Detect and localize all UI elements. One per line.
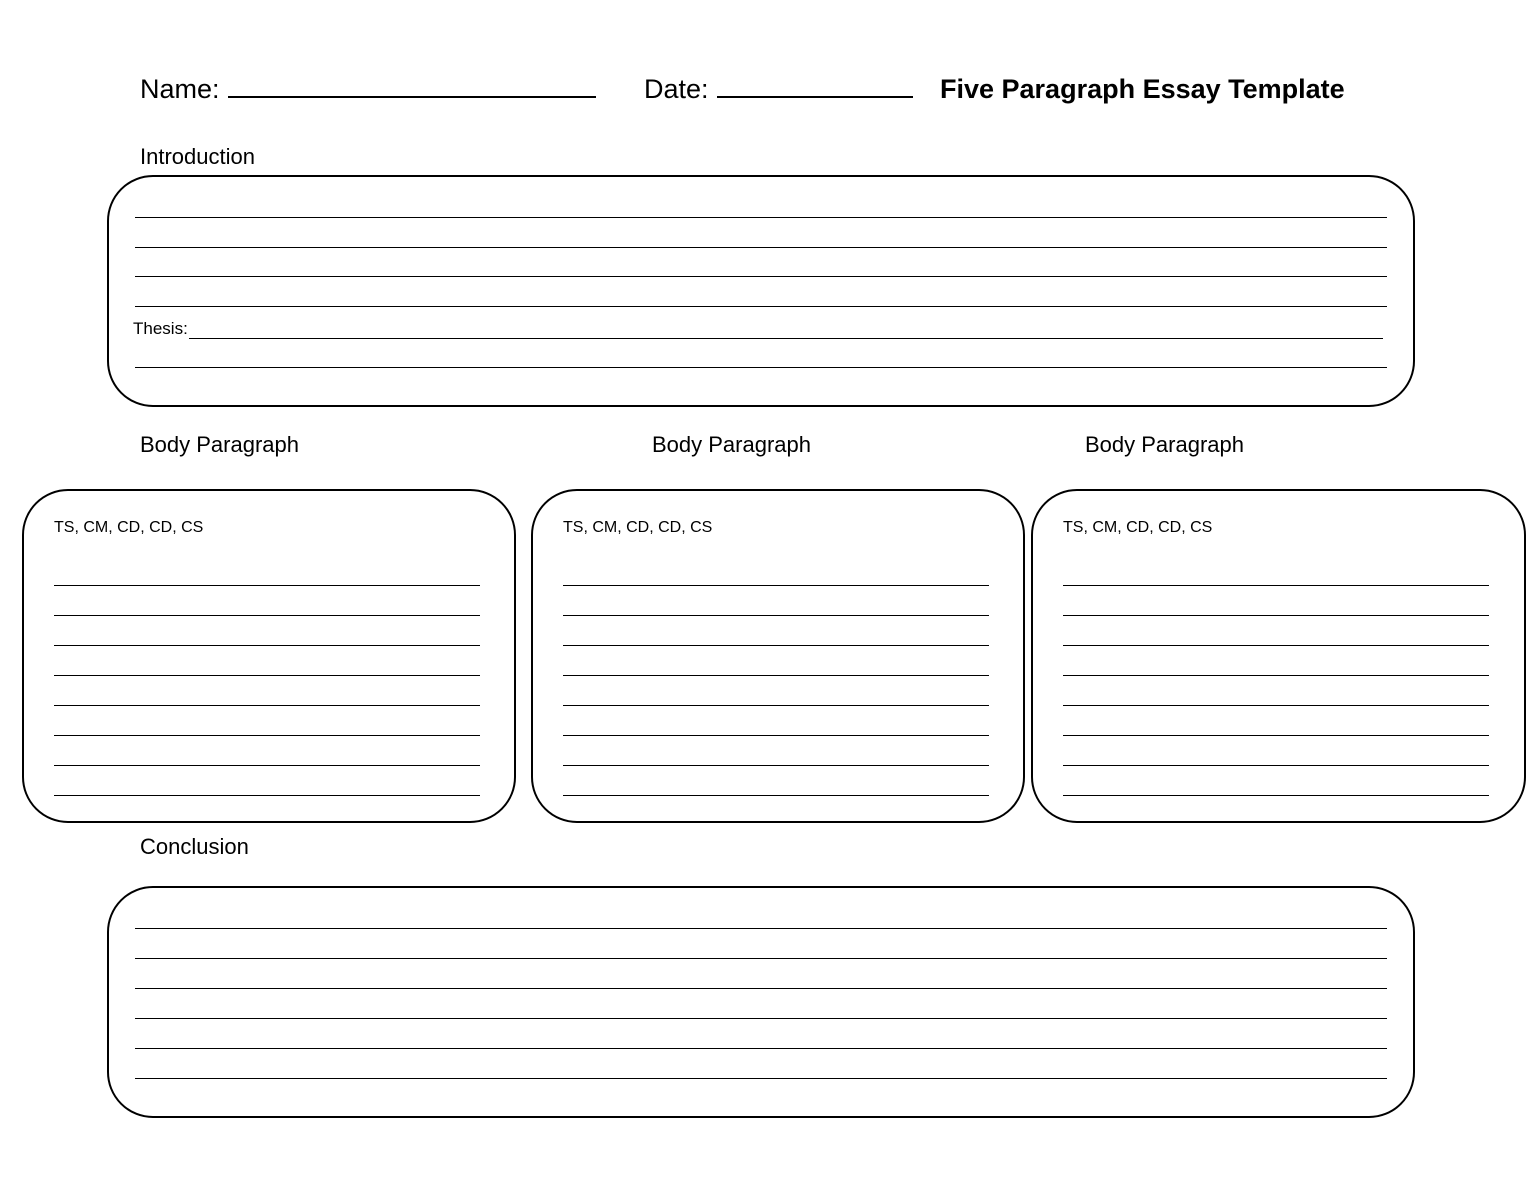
body-paragraph-3-box[interactable] [1031, 489, 1526, 823]
conclusion-heading: Conclusion [140, 834, 249, 859]
writing-line [135, 1048, 1387, 1049]
writing-line [135, 217, 1387, 218]
writing-line [1063, 615, 1489, 616]
body-paragraph-1-box[interactable] [22, 489, 516, 823]
page-title: Five Paragraph Essay Template [940, 74, 1345, 104]
introduction-heading: Introduction [140, 144, 255, 169]
writing-line [135, 276, 1387, 277]
name-label: Name: [140, 74, 220, 104]
body-paragraph-3-heading: Body Paragraph [1085, 432, 1244, 457]
body-paragraph-1-prompt: TS, CM, CD, CD, CS [54, 519, 204, 536]
writing-line [1063, 765, 1489, 766]
writing-line [563, 795, 989, 796]
writing-line [54, 645, 480, 646]
writing-line [135, 367, 1387, 368]
writing-line [54, 585, 480, 586]
writing-line [563, 765, 989, 766]
body-paragraph-2-prompt: TS, CM, CD, CD, CS [563, 519, 713, 536]
writing-line [54, 795, 480, 796]
body-paragraph-1-heading: Body Paragraph [140, 432, 299, 457]
name-blank[interactable] [228, 72, 596, 98]
writing-line [135, 306, 1387, 307]
writing-line [135, 1018, 1387, 1019]
thesis-line[interactable] [189, 324, 1383, 339]
date-blank[interactable] [717, 72, 913, 98]
writing-line [563, 705, 989, 706]
writing-line [1063, 735, 1489, 736]
writing-line [54, 615, 480, 616]
introduction-box[interactable] [107, 175, 1415, 407]
writing-line [54, 675, 480, 676]
writing-line [563, 585, 989, 586]
body-paragraph-2-heading: Body Paragraph [652, 432, 811, 457]
writing-line [563, 675, 989, 676]
body-paragraph-3-prompt: TS, CM, CD, CD, CS [1063, 519, 1213, 536]
writing-line [1063, 585, 1489, 586]
writing-line [135, 928, 1387, 929]
writing-line [54, 735, 480, 736]
writing-line [135, 1078, 1387, 1079]
writing-line [563, 735, 989, 736]
name-field[interactable] [140, 72, 596, 106]
writing-line [1063, 795, 1489, 796]
writing-line [135, 988, 1387, 989]
writing-line [1063, 675, 1489, 676]
thesis-row[interactable] [133, 319, 1383, 339]
body-paragraph-2-box[interactable] [531, 489, 1025, 823]
writing-line [1063, 645, 1489, 646]
writing-line [135, 247, 1387, 248]
writing-line [1063, 705, 1489, 706]
writing-line [54, 765, 480, 766]
date-field[interactable] [644, 72, 913, 106]
conclusion-box[interactable] [107, 886, 1415, 1118]
writing-line [563, 615, 989, 616]
thesis-label: Thesis: [133, 319, 188, 338]
writing-line [54, 705, 480, 706]
date-label: Date: [644, 74, 709, 104]
writing-line [135, 958, 1387, 959]
writing-line [563, 645, 989, 646]
